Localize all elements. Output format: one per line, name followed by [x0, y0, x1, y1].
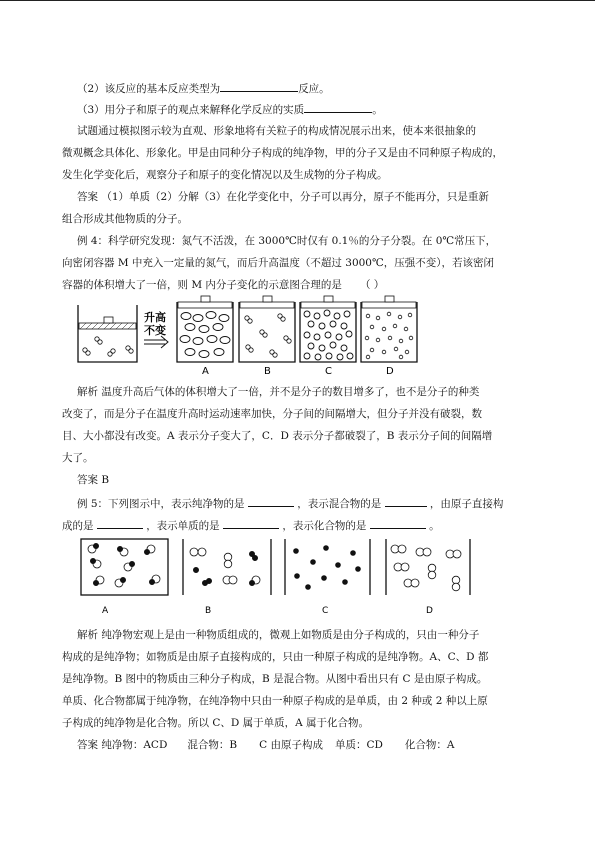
- example-5-text: ，表示化合物的是: [282, 520, 367, 532]
- box-label-a: A: [102, 606, 109, 616]
- analysis-line: 构成的是纯净物；如物质是由原子直接构成的，只由一种原子构成的是纯净物。A、C、D 都: [62, 651, 489, 663]
- particle-box-c: [285, 539, 370, 595]
- choice-parens: （ ）: [359, 279, 385, 291]
- analysis-line: 子构成的纯净物是化合物。所以 C、D 属于单质，A 属于化合物。: [62, 717, 370, 729]
- analysis-line: 发生化学变化后，观察分子和原子的变化情况以及生成物的分子构成。: [62, 169, 388, 181]
- answer-atoms: C 由原子构成: [259, 739, 323, 751]
- option-label-c: C: [325, 366, 332, 377]
- box-label-b: B: [205, 606, 212, 616]
- question-3-text: （3）用分子和原子的观点来解释化学反应的实质: [77, 104, 305, 116]
- analysis-line: 目、大小都没有改变。A 表示分子变大了，C．D 表示分子都破裂了，B 表示分子间的间隔增: [62, 430, 493, 442]
- analysis-line: 是纯净物。B 图中的物质由三种分子构成，B 是混合物。从图中看出只有 C 是由原子构成。: [62, 673, 488, 685]
- answer-pure: 答案 纯净物：ACD: [77, 739, 168, 751]
- analysis-line: 改变了，而是分子在温度升高时运动速率加快，分子间的间隔增大，但分子并没有破裂，数: [62, 408, 482, 420]
- answer-compound: 化合物：A: [404, 739, 455, 751]
- analysis-line: 微观概念具体化、形象化。甲是由同种分子构成的纯净物，甲的分子又是由不同种原子构成的，: [62, 147, 503, 159]
- example-4-line: 例 4：科学研究发现：氮气不活泼，在 3000℃时仅有 0.1％的分子分裂。在 0℃常压下，: [77, 235, 497, 247]
- example-5-text: 。: [429, 520, 440, 532]
- analysis-line: 解析 纯净物宏观上是由一种物质组成的，微观上如物质是由分子构成的，只由一种分子: [77, 629, 480, 641]
- box-label-c: C: [322, 606, 329, 616]
- example-5-text: 例 5：下列图示中，表示纯净物的是: [77, 498, 245, 510]
- example-5-text: ，由原子直接构: [429, 498, 504, 510]
- analysis-line: 解析 温度升高后气体的体积增大了一倍，并不是分子的数目增多了，也不是分子的种类: [77, 386, 480, 398]
- answer-line: 答案 （1）单质（2）分解（3）在化学变化中，分子可以再分，原子不能再分，只是重新: [77, 191, 489, 203]
- final-answer-line: [77, 738, 542, 752]
- question-2-text: （2）该反应的基本反应类型为: [77, 83, 221, 95]
- particle-box-a: [81, 539, 168, 595]
- answer-line: 组合形成其他物质的分子。: [62, 213, 188, 225]
- example-4-text: 容器的体积增大了一倍，则 M 内分子变化的示意图合理的是: [62, 279, 342, 291]
- particle-box-b: [183, 539, 271, 595]
- arrow-label-bottom: 不变: [144, 324, 166, 337]
- example-5-text: 成的是: [62, 520, 94, 532]
- box-label-d: D: [426, 606, 433, 616]
- option-label-a: A: [202, 366, 209, 377]
- answer-element: 单质：CD: [334, 739, 383, 751]
- question-2-suffix: 反应。: [298, 83, 330, 95]
- answer-mixture: 混合物：B: [187, 739, 238, 751]
- particle-box-d: [386, 539, 470, 595]
- answer-line: 答案 B: [77, 474, 110, 486]
- analysis-line: 大了。: [62, 452, 94, 464]
- analysis-line: 试题通过模拟图示较为直观、形象地将有关粒子的构成情况展示出来，使本来很抽象的: [77, 125, 476, 137]
- arrow-label-top: 升高: [144, 311, 166, 324]
- example-4-line: 向密闭容器 M 中充入一定量的氮气，而后升高温度（不超过 3000℃，压强不变），若该密闭: [62, 257, 494, 269]
- analysis-line: 单质、化合物都属于纯净物，在纯净物中只由一种原子构成的是单质，由 2 种或 2 种以上原: [62, 695, 488, 707]
- option-label-b: B: [264, 366, 271, 377]
- example-5-text: ，表示单质的是: [146, 520, 220, 532]
- question-3-suffix: 。: [372, 104, 383, 116]
- example-5-text: ，表示混合物的是: [297, 498, 382, 510]
- option-label-d: D: [386, 366, 394, 377]
